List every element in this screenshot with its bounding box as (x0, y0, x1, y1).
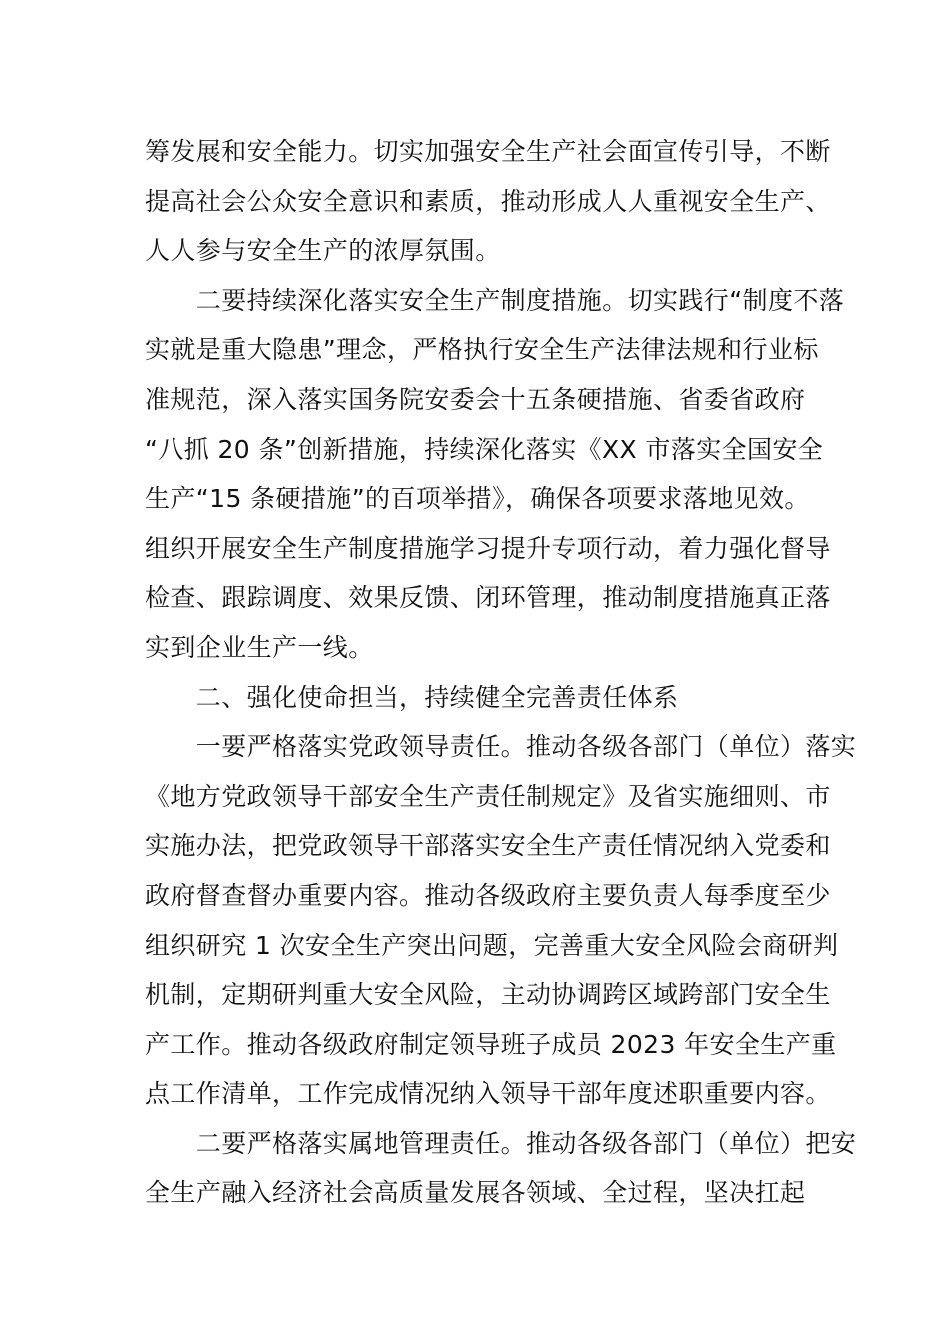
text-line: 筹发展和安全能力。切实加强安全生产社会面宣传引导，不断 (145, 137, 831, 166)
text-line: 机制，定期研判重大安全风险，主动协调跨区域跨部门安全生 (145, 980, 831, 1010)
text-line: 政府督查督办重要内容。推动各级政府主要负责人每季度至少 (145, 880, 831, 910)
text-line: 提高社会公众安全意识和素质，推动形成人人重视安全生产、 (145, 186, 831, 216)
text-line: 生产“15 条硬措施”的百项举措》，确保各项要求落地见效。 (145, 484, 810, 514)
paragraph-start-line: 一要严格落实党政领导责任。推动各级各部门（单位）落实 (145, 732, 857, 762)
text-line: 实到企业生产一线。 (145, 632, 374, 662)
paragraph-start-line: 二要持续深化落实安全生产制度措施。切实践行“制度不落 (145, 285, 845, 315)
text-line: 全生产融入经济社会高质量发展各领域、全过程，坚决扛起 (145, 1178, 806, 1208)
document-body (145, 127, 857, 1218)
text-line: 准规范，深入落实国务院安委会十五条硬措施、省委省政府 (145, 384, 806, 414)
text-line: 组织研究 1 次安全生产突出问题，完善重大安全风险会商研判 (145, 930, 839, 960)
text-line: “八抓 20 条”创新措施，持续深化落实《XX 市落实全国安全 (145, 434, 824, 464)
text-line: 实施办法，把党政领导干部落实安全生产责任情况纳入党委和 (145, 831, 831, 861)
text-line: 组织开展安全生产制度措施学习提升专项行动，着力强化督导 (145, 533, 831, 563)
paragraph-start-line: 二要严格落实属地管理责任。推动各级各部门（单位）把安 (145, 1128, 857, 1158)
text-line: 检查、跟踪调度、效果反馈、闭环管理，推动制度措施真正落 (145, 583, 831, 613)
text-line: 点工作清单，工作完成情况纳入领导干部年度述职重要内容。 (145, 1079, 831, 1109)
text-line: 产工作。推动各级政府制定领导班子成员 2023 年安全生产重 (145, 1029, 837, 1059)
text-line: 人人参与安全生产的浓厚氛围。 (145, 236, 501, 266)
text-line: 实就是重大隐患”理念，严格执行安全生产法律法规和行业标 (145, 335, 819, 365)
text-line: 《地方党政领导干部安全生产责任制规定》及省实施细则、市 (145, 781, 831, 811)
section-heading: 二、强化使命担当，持续健全完善责任体系 (145, 682, 679, 712)
